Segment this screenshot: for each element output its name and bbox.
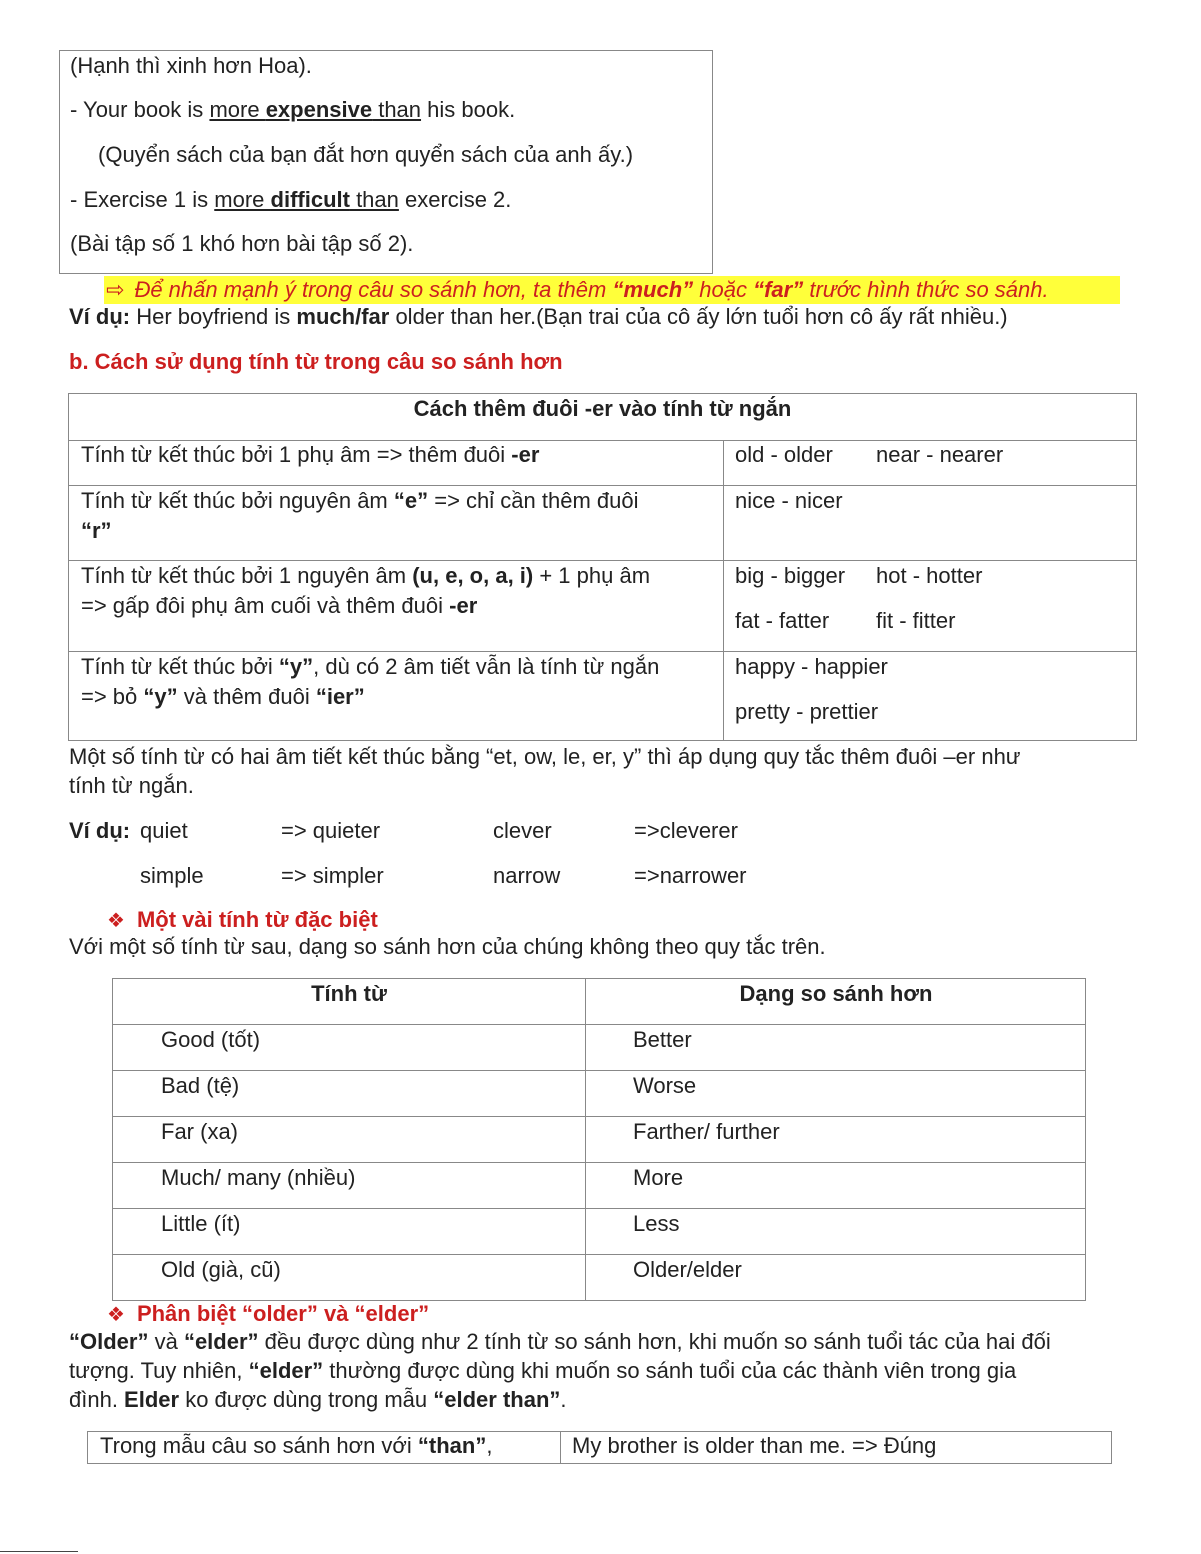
arrow-right-icon: ⇨: [106, 277, 125, 302]
adjective-cell: Bad (tệ): [161, 1073, 240, 1098]
comparative-cell: Older/elder: [633, 1257, 742, 1282]
section-b-heading: b. Cách sử dụng tính từ trong câu so sánh hơn: [69, 349, 563, 374]
special-heading: ❖ Một vài tính từ đặc biệt: [107, 907, 378, 932]
example-pair: nice - nicer: [735, 488, 843, 513]
diamond-bullet-icon: ❖: [107, 910, 125, 932]
comparative-cell: Worse: [633, 1073, 697, 1098]
adjective-cell: Good (tốt): [161, 1027, 261, 1052]
table-row: [113, 1209, 1085, 1255]
example-word: clever: [493, 818, 552, 843]
older-elder-line: tượng. Tuy nhiên, “elder” thường được dùng khi muốn so sánh tuổi của các thành viên trong gia: [69, 1358, 1017, 1383]
example-pair: fat - fatter: [735, 608, 830, 633]
table-row: [113, 1117, 1085, 1163]
example-pair: hot - hotter: [876, 563, 983, 588]
example-word: =>narrower: [634, 863, 747, 888]
two-syllable-line: tính từ ngắn.: [69, 773, 194, 798]
table-row: [69, 652, 1136, 741]
older-elder-line: “Older” và “elder” đều được dùng như 2 tính từ so sánh hơn, khi muốn so sánh tuổi tác của hai đối: [69, 1329, 1051, 1354]
table-row: [69, 440, 1136, 486]
table-row: [113, 1255, 1085, 1301]
comparative-cell: More: [633, 1165, 684, 1190]
rules-table: [68, 393, 1137, 741]
adjective-cell: Little (ít): [161, 1211, 241, 1236]
example-pair: near - nearer: [876, 442, 1004, 467]
example-word: => simpler: [281, 863, 384, 888]
comparative-cell: Less: [633, 1211, 680, 1236]
than-rule-cell: Trong mẫu câu so sánh hơn với “than”,: [100, 1433, 493, 1458]
adjective-cell: Far (xa): [161, 1119, 238, 1144]
rule-text: Tính từ kết thúc bởi 1 phụ âm => thêm đuôi -er: [81, 442, 540, 467]
older-elder-heading: ❖ Phân biệt “older” và “elder”: [107, 1301, 430, 1326]
example-word: quiet: [140, 818, 188, 843]
adjective-cell: Old (già, cũ): [161, 1257, 281, 1282]
example-pair: big - bigger: [735, 563, 846, 588]
example-pair: happy - happier: [735, 654, 888, 679]
table-header: Cách thêm đuôi -er vào tính từ ngắn: [69, 394, 1136, 441]
than-table: [87, 1431, 1112, 1464]
table-row: [69, 486, 1136, 561]
example-line: - Exercise 1 is more difficult than exercise 2.: [70, 187, 512, 212]
column-header: Tính từ: [311, 981, 387, 1006]
special-table: [112, 978, 1086, 1301]
special-intro: Với một số tính từ sau, dạng so sánh hơn của chúng không theo quy tắc trên.: [69, 934, 826, 959]
example-word: => quieter: [281, 818, 381, 843]
examples-label: Ví dụ:: [69, 818, 131, 843]
table-header-row: [113, 979, 1085, 1025]
example-pair: old - older: [735, 442, 833, 467]
diamond-bullet-icon: ❖: [107, 1304, 125, 1326]
example-line: - Your book is more expensive than his book.: [70, 97, 516, 122]
rule-text: Tính từ kết thúc bởi “y”, dù có 2 âm tiết vẫn là tính từ ngắn => bỏ “y” và thêm đuôi “ier”: [81, 654, 660, 709]
adjective-cell: Much/ many (nhiều): [161, 1165, 356, 1190]
table-row: [113, 1025, 1085, 1071]
rule-text: Tính từ kết thúc bởi 1 nguyên âm (u, e, o, a, i) + 1 phụ âm => gấp đôi phụ âm cuối và thêm đuôi -er: [81, 563, 651, 618]
table-row: [69, 561, 1136, 652]
example-much: Ví dụ: Her boyfriend is much/far older than her.(Bạn trai của cô ấy lớn tuổi hơn cô ấy rất nhiều.): [69, 304, 1008, 329]
example-box: [59, 50, 713, 274]
example-word: simple: [140, 863, 204, 888]
than-example-cell: My brother is older than me. => Đúng: [572, 1433, 937, 1458]
rule-text: Tính từ kết thúc bởi nguyên âm “e” => chỉ cần thêm đuôi “r”: [81, 488, 639, 543]
example-pair: pretty - prettier: [735, 699, 879, 724]
column-header: Dạng so sánh hơn: [739, 981, 933, 1006]
example-line: (Quyển sách của bạn đắt hơn quyển sách của anh ấy.): [98, 142, 634, 167]
highlight-note: ⇨ Để nhấn mạnh ý trong câu so sánh hơn, ta thêm “much” hoặc “far” trước hình thức so sánh.: [104, 276, 1120, 304]
column-divider: [560, 1432, 561, 1463]
footnote-divider: [0, 1551, 78, 1552]
example-word: narrow: [493, 863, 561, 888]
comparative-cell: Farther/ further: [633, 1119, 780, 1144]
example-line: (Hạnh thì xinh hơn Hoa).: [70, 53, 312, 78]
older-elder-line: đình. Elder ko được dùng trong mẫu “elder than”.: [69, 1387, 567, 1412]
comparative-cell: Better: [633, 1027, 692, 1052]
example-pair: fit - fitter: [876, 608, 956, 633]
example-word: =>cleverer: [634, 818, 738, 843]
two-syllable-line: Một số tính từ có hai âm tiết kết thúc bằng “et, ow, le, er, y” thì áp dụng quy tắc thêm đuôi –er như: [69, 744, 1021, 769]
example-line: (Bài tập số 1 khó hơn bài tập số 2).: [70, 231, 414, 256]
table-row: [113, 1163, 1085, 1209]
table-row: [113, 1071, 1085, 1117]
